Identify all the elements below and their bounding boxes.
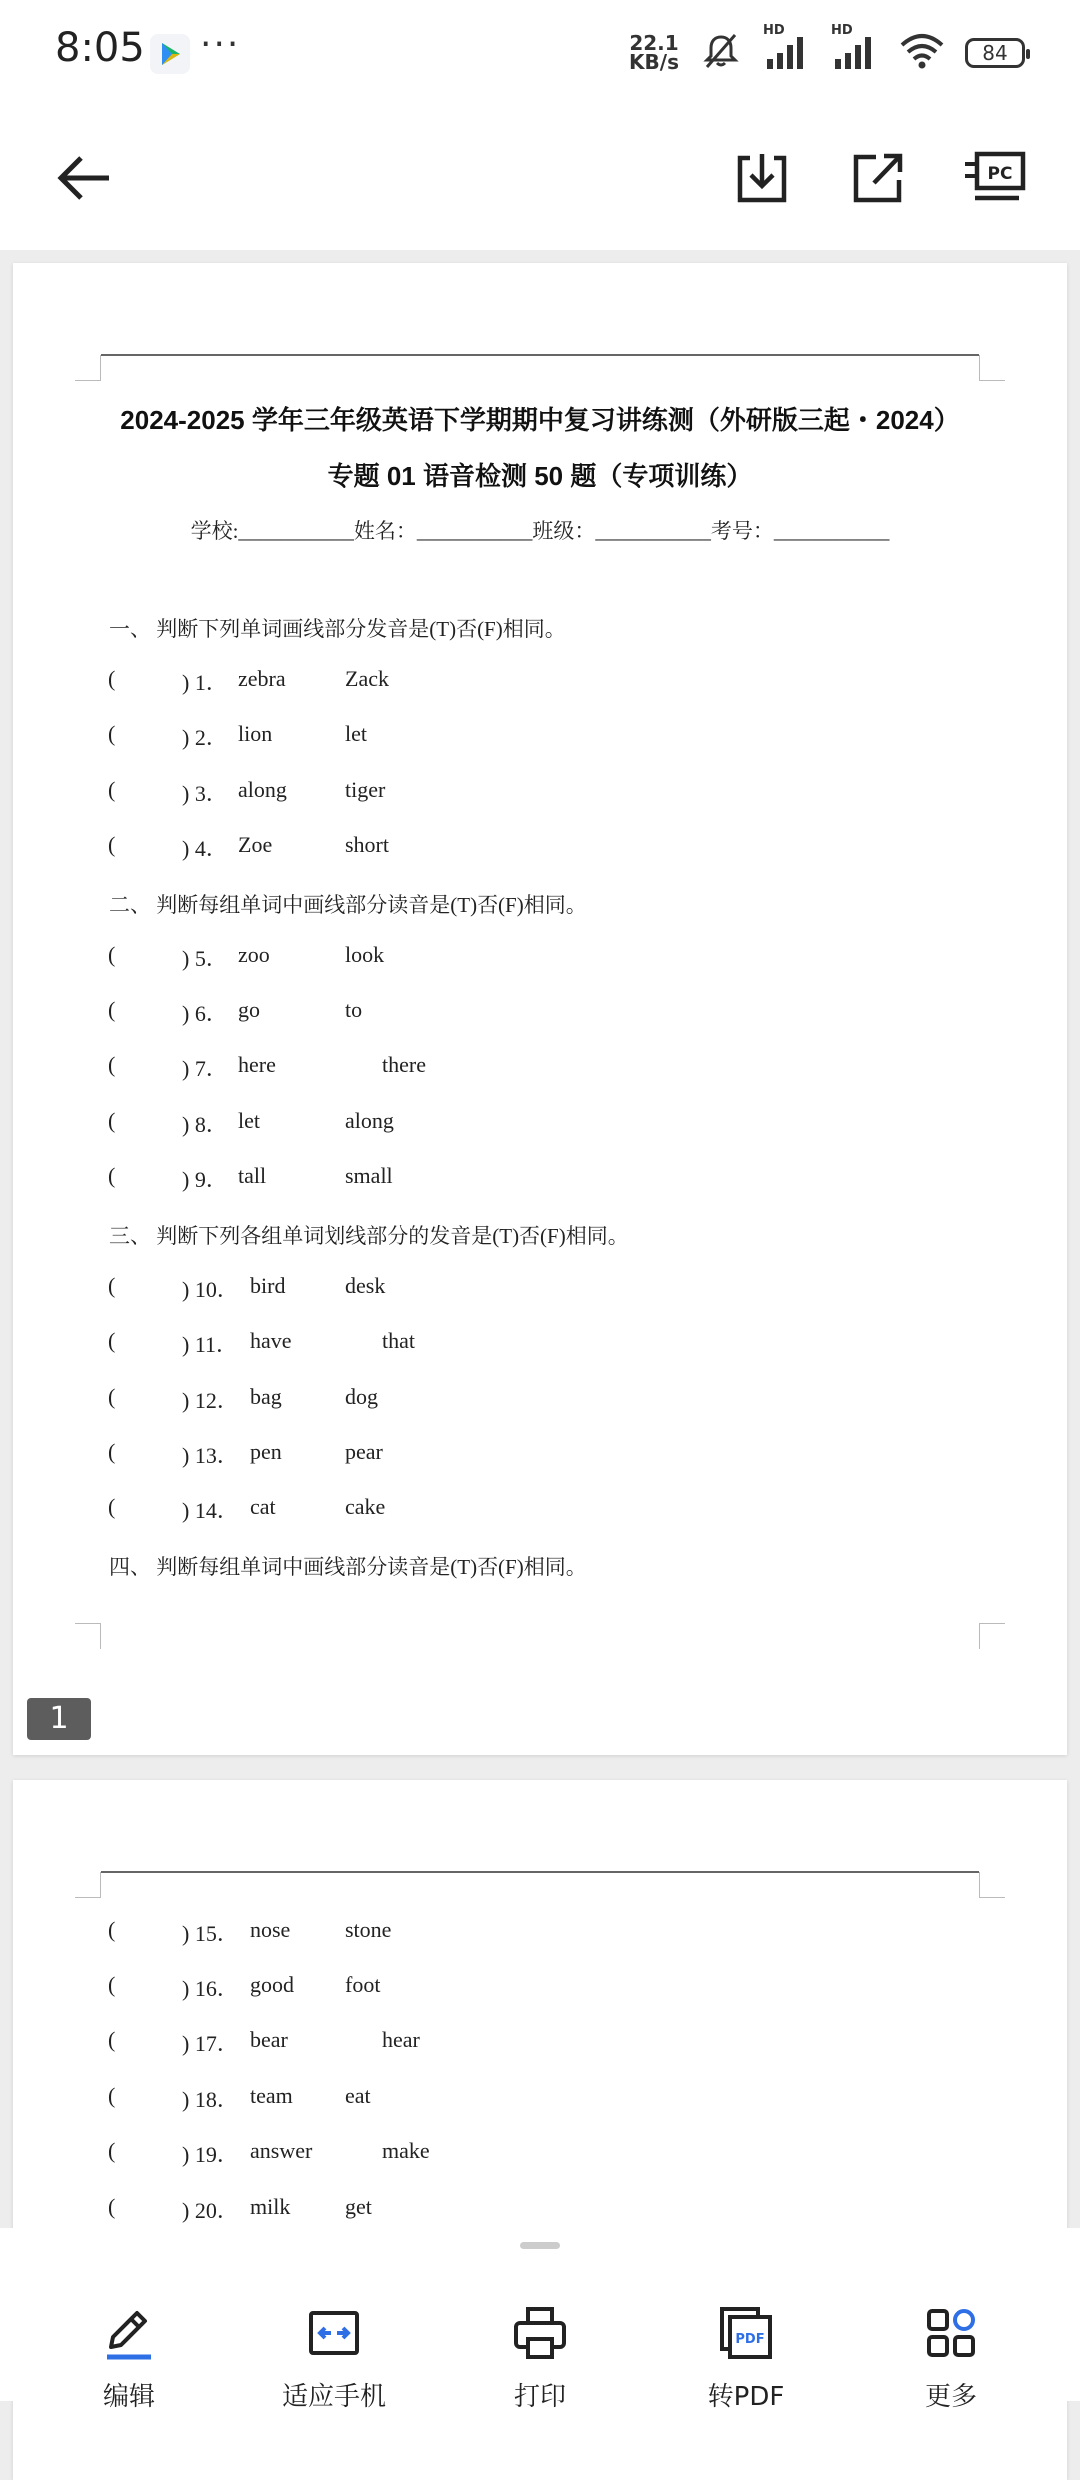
answer-paren: ( bbox=[108, 997, 116, 1022]
fit-phone-icon bbox=[254, 2298, 414, 2368]
answer-paren: ( bbox=[108, 1494, 116, 1519]
word-2: stone bbox=[345, 1917, 392, 1942]
more-button[interactable] bbox=[871, 2298, 1031, 2413]
hd-label: HD bbox=[763, 23, 785, 38]
bottom-action-bar bbox=[0, 2228, 1080, 2412]
pdf-badge: PDF bbox=[735, 2332, 765, 2347]
net-speed bbox=[629, 31, 679, 74]
pdf-convert-icon bbox=[666, 2298, 826, 2368]
word-1: Zoe bbox=[238, 832, 273, 857]
answer-paren: ( bbox=[108, 2138, 116, 2163]
word-2: Zack bbox=[345, 666, 389, 691]
corner-mark bbox=[979, 1623, 1005, 1649]
download-icon[interactable] bbox=[722, 138, 802, 218]
answer-paren: ( bbox=[108, 1972, 116, 1997]
question-number: ) 12． bbox=[182, 1388, 239, 1413]
word-1: zebra bbox=[238, 666, 286, 691]
answer-paren: ( bbox=[108, 2194, 116, 2219]
word-2: tiger bbox=[345, 777, 386, 802]
section-heading: 三、 判断下列各组单词划线部分的发音是(T)否(F)相同。 bbox=[109, 1224, 629, 1248]
header-rule bbox=[101, 1871, 979, 1873]
word-2: look bbox=[345, 942, 385, 967]
document-page-1[interactable] bbox=[13, 263, 1067, 1755]
answer-paren: ( bbox=[108, 666, 116, 691]
corner-mark bbox=[75, 1623, 101, 1649]
top-toolbar bbox=[0, 110, 1080, 250]
corner-mark bbox=[75, 1872, 101, 1898]
corner-mark bbox=[75, 355, 101, 381]
answer-paren: ( bbox=[108, 832, 116, 857]
question-number: ) 8． bbox=[182, 1112, 228, 1137]
answer-paren: ( bbox=[108, 2083, 116, 2108]
question-number: ) 3． bbox=[182, 781, 228, 806]
status-more-icon: ··· bbox=[200, 24, 241, 65]
question-number: ) 1． bbox=[182, 670, 228, 695]
word-2: desk bbox=[345, 1273, 386, 1298]
word-2: pear bbox=[345, 1439, 383, 1464]
drag-handle[interactable] bbox=[520, 2242, 560, 2249]
play-store-icon bbox=[150, 34, 190, 74]
answer-paren: ( bbox=[108, 1273, 116, 1298]
print-label: 打印 bbox=[513, 2382, 566, 2412]
word-1: along bbox=[238, 777, 287, 802]
question-number: ) 10． bbox=[182, 1277, 239, 1302]
word-1: bag bbox=[250, 1384, 282, 1409]
question-number: ) 15． bbox=[182, 1921, 239, 1946]
pc-label: PC bbox=[987, 164, 1013, 184]
word-2: get bbox=[345, 2194, 372, 2219]
word-1: here bbox=[238, 1052, 276, 1077]
answer-paren: ( bbox=[108, 1052, 116, 1077]
answer-paren: ( bbox=[108, 1163, 116, 1188]
share-icon[interactable] bbox=[838, 138, 918, 218]
word-1: go bbox=[238, 997, 260, 1022]
answer-paren: ( bbox=[108, 1328, 116, 1353]
question-number: ) 9． bbox=[182, 1167, 228, 1192]
word-1: nose bbox=[250, 1917, 291, 1942]
status-right-group bbox=[629, 23, 1025, 78]
word-2: make bbox=[382, 2138, 430, 2163]
corner-mark bbox=[979, 355, 1005, 381]
section-heading: 一、 判断下列单词画线部分发音是(T)否(F)相同。 bbox=[109, 617, 566, 641]
word-2: foot bbox=[345, 1972, 381, 1997]
more-grid-icon bbox=[871, 2298, 1031, 2368]
status-time: 8:05 bbox=[55, 25, 145, 71]
fit-phone-label: 适应手机 bbox=[281, 2382, 386, 2412]
answer-paren: ( bbox=[108, 1384, 116, 1409]
edit-label: 编辑 bbox=[102, 2382, 155, 2412]
word-1: have bbox=[250, 1328, 292, 1353]
word-1: let bbox=[238, 1108, 260, 1133]
word-1: team bbox=[250, 2083, 293, 2108]
status-bar bbox=[0, 0, 1080, 110]
section-heading: 四、 判断每组单词中画线部分读音是(T)否(F)相同。 bbox=[109, 1555, 587, 1579]
back-arrow-icon[interactable] bbox=[45, 138, 125, 218]
question-number: ) 4． bbox=[182, 836, 228, 861]
word-2: along bbox=[345, 1108, 394, 1133]
send-to-pc-icon[interactable] bbox=[955, 138, 1035, 218]
student-info-line: 学校:___________姓名：___________班级：___________考号：___________ bbox=[190, 519, 890, 543]
question-number: ) 13． bbox=[182, 1443, 239, 1468]
word-2: let bbox=[345, 721, 367, 746]
answer-paren: ( bbox=[108, 2027, 116, 2052]
word-1: cat bbox=[250, 1494, 276, 1519]
answer-paren: ( bbox=[108, 777, 116, 802]
word-2: to bbox=[345, 997, 363, 1022]
mute-icon bbox=[699, 29, 743, 77]
question-number: ) 14． bbox=[182, 1498, 239, 1523]
convert-pdf-button[interactable] bbox=[666, 2298, 826, 2413]
printer-icon bbox=[460, 2298, 620, 2368]
section-heading: 二、 判断每组单词中画线部分读音是(T)否(F)相同。 bbox=[109, 893, 587, 917]
answer-paren: ( bbox=[108, 942, 116, 967]
question-number: ) 18． bbox=[182, 2087, 239, 2112]
word-1: lion bbox=[238, 721, 273, 746]
net-speed-unit: KB/s bbox=[629, 50, 679, 74]
word-2: that bbox=[382, 1328, 415, 1353]
question-number: ) 11． bbox=[182, 1332, 239, 1357]
hd-label-2: HD bbox=[831, 23, 853, 38]
word-2: hear bbox=[382, 2027, 420, 2052]
answer-paren: ( bbox=[108, 1439, 116, 1464]
question-number: ) 6． bbox=[182, 1001, 228, 1026]
edit-button[interactable] bbox=[49, 2298, 209, 2413]
word-2: eat bbox=[345, 2083, 371, 2108]
answer-paren: ( bbox=[108, 1108, 116, 1133]
word-2: dog bbox=[345, 1384, 378, 1409]
word-1: bear bbox=[250, 2027, 288, 2052]
question-number: ) 20． bbox=[182, 2198, 239, 2223]
print-button[interactable] bbox=[460, 2298, 620, 2413]
more-label: 更多 bbox=[924, 2382, 977, 2412]
question-number: ) 2． bbox=[182, 725, 228, 750]
net-speed-value: 22.1 bbox=[629, 31, 679, 55]
question-number: ) 19． bbox=[182, 2142, 239, 2167]
document-title: 2024-2025 学年三年级英语下学期期中复习讲练测（外研版三起・2024） bbox=[120, 405, 960, 435]
word-2: short bbox=[345, 832, 389, 857]
word-1: good bbox=[250, 1972, 294, 1997]
word-1: zoo bbox=[238, 942, 270, 967]
word-1: tall bbox=[238, 1163, 267, 1188]
word-2: cake bbox=[345, 1494, 386, 1519]
page-number-badge: 1 bbox=[27, 1698, 91, 1740]
fit-phone-button[interactable] bbox=[254, 2298, 414, 2413]
word-1: milk bbox=[250, 2194, 291, 2219]
document-subtitle: 专题 01 语音检测 50 题（专项训练） bbox=[327, 461, 753, 491]
convert-pdf-label: 转PDF bbox=[707, 2382, 785, 2412]
question-number: ) 16． bbox=[182, 1976, 239, 2001]
question-number: ) 5． bbox=[182, 946, 228, 971]
wifi-icon bbox=[899, 31, 945, 75]
word-1: answer bbox=[250, 2138, 313, 2163]
word-2: there bbox=[382, 1052, 426, 1077]
header-rule bbox=[101, 354, 979, 356]
question-number: ) 7． bbox=[182, 1056, 228, 1081]
signal-icon-2 bbox=[831, 23, 879, 77]
question-number: ) 17． bbox=[182, 2031, 239, 2056]
word-1: bird bbox=[250, 1273, 286, 1298]
answer-paren: ( bbox=[108, 1917, 116, 1942]
signal-icon bbox=[763, 23, 811, 77]
word-2: small bbox=[345, 1163, 393, 1188]
edit-pencil-icon bbox=[49, 2298, 209, 2368]
word-1: pen bbox=[250, 1439, 282, 1464]
corner-mark bbox=[979, 1872, 1005, 1898]
battery-icon: 84 bbox=[965, 38, 1025, 68]
answer-paren: ( bbox=[108, 721, 116, 746]
